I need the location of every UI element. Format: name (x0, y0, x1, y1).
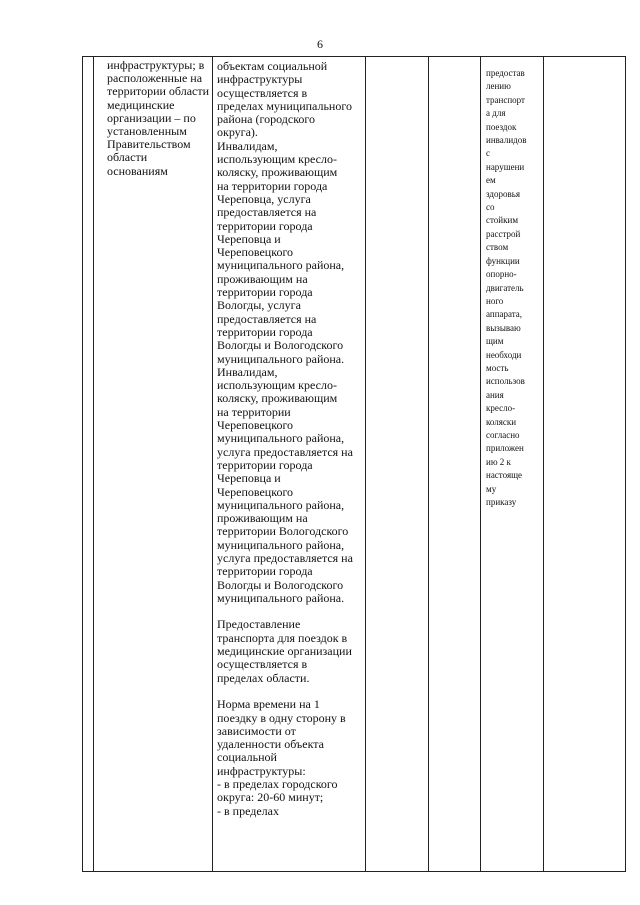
table-cell-col1 (83, 57, 94, 872)
table-cell-col3 (213, 57, 366, 872)
table-cell-col5 (429, 57, 481, 872)
transport-service-text: предостав лению транспорт а для поездок инвалидов с нарушени ем здоровья со стойким расстрой ством функции опорно- двигатель ного аппарата, вызываю щим необходи мость использов ания кресло- коляски согласно приложен ию 2 к настояще му приказу (486, 68, 527, 507)
table-cell-col7 (544, 57, 626, 872)
page-number: 6 (317, 37, 323, 51)
conditions-text: инфраструктуры; в расположенные на территории области медицинские организации – по установленным Правительством области основаниям (107, 58, 210, 178)
table-cell-col2 (94, 57, 213, 872)
table-cell-col4 (366, 57, 429, 872)
regulation-table (82, 56, 626, 872)
table-row (83, 57, 626, 872)
table-cell-col6 (481, 57, 544, 872)
service-procedure-text: объектам социальной инфраструктуры осуществляется в пределах муниципального района (городского округа). Инвалидам, использующим кресло- коляску, проживающим на территории города Череповца, услуга предоставляется на территории города Череповца и Череповецкого муниципального района, проживающим на территории города Вологды, услуга предоставляется на территории города Вологды и Вологодского муниципального района. Инвалидам, использующим кресло- коляску, проживающим на территории Череповецкого муниципального района, услуга предоставляется на территории города Череповца и Череповецкого муниципального района, проживающим на территории Вологодского муниципального района, услуга предоставляется на территории города Вологды и Вологодского муниципального района. Предоставление транспорта для поездок в медицинские организации осуществляется в пределах области. Норма времени на 1 поездку в одну сторону в зависимости от удаленности объекта социальной инфраструктуры: - в пределах городского округа: 20-60 минут; - в пределах (217, 59, 353, 818)
